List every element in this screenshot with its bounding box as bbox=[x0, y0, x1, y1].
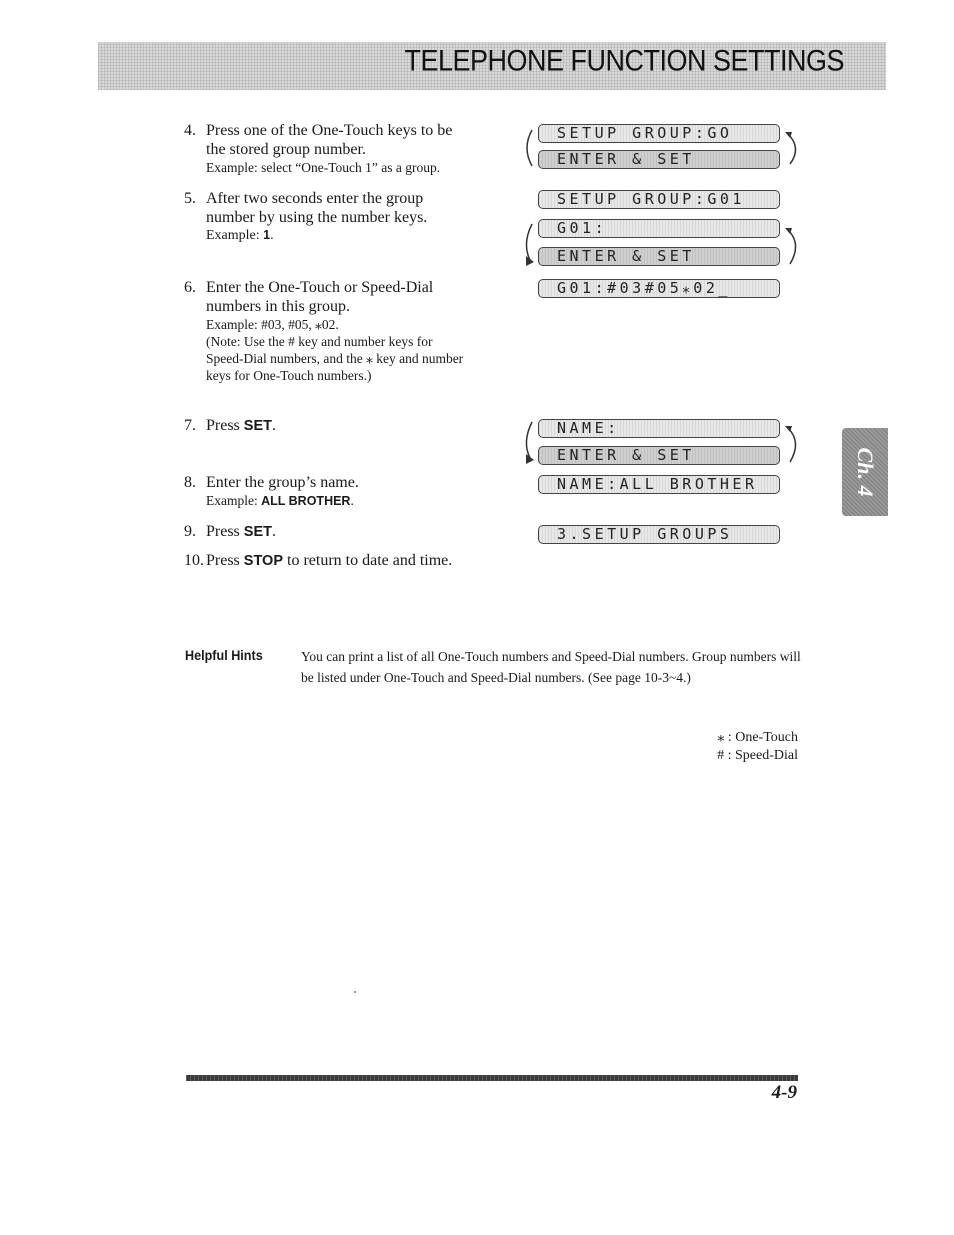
cycle-arrow-right-icon bbox=[784, 420, 806, 466]
page-number: 4-9 bbox=[771, 1082, 797, 1103]
example-value: 1 bbox=[263, 228, 271, 242]
chapter-tab bbox=[842, 428, 888, 516]
lcd-display: SETUP GROUP:GO bbox=[538, 124, 780, 143]
set-key-label: SET bbox=[243, 524, 272, 540]
lcd-display: ENTER & SET bbox=[538, 150, 780, 169]
step-example: Example: #03, #05, ⁎02. bbox=[206, 317, 339, 332]
step-9 bbox=[184, 522, 466, 542]
cycle-arrow-right-icon bbox=[784, 222, 806, 268]
step-example: Example: ALL BROTHER. bbox=[206, 493, 354, 508]
cycle-arrow-left-icon bbox=[518, 128, 536, 168]
step-10 bbox=[184, 551, 466, 571]
step-text: After two seconds enter the group number by using the number keys. bbox=[206, 190, 428, 226]
lcd-display: SETUP GROUP:G01 bbox=[538, 190, 780, 209]
lcd-display: G01: bbox=[538, 219, 780, 238]
step-text: Press one of the One-Touch keys to be the stored group number. bbox=[206, 122, 453, 158]
cycle-arrow-left-icon bbox=[518, 222, 536, 268]
step-number: 6. bbox=[184, 279, 196, 296]
helpful-hints-text: You can print a list of all One-Touch numbers and Speed-Dial numbers. Group numbers will be listed under One-Touch and Speed-Dial numbers. (See page 10-3~4.) bbox=[301, 649, 801, 685]
lcd-display: ENTER & SET bbox=[538, 247, 780, 266]
helpful-hints-heading: Helpful Hints bbox=[185, 647, 263, 663]
step-note: (Note: Use the # key and number keys for Speed-Dial numbers, and the ⁎ key and number keys for One-Touch numbers.) bbox=[206, 334, 464, 383]
step-example: Example: 1. bbox=[206, 228, 274, 243]
stop-key-label: STOP bbox=[243, 553, 283, 569]
step-example: Example: select “One-Touch 1” as a group. bbox=[206, 160, 441, 175]
step-8 bbox=[184, 473, 466, 510]
symbol-legend bbox=[717, 729, 798, 765]
chapter-tab-label: Ch. 4 bbox=[853, 447, 878, 497]
step-6 bbox=[184, 278, 466, 384]
step-text: Enter the group’s name. bbox=[206, 474, 359, 491]
step-number: 4. bbox=[184, 122, 196, 139]
cycle-arrow-left-icon bbox=[518, 420, 536, 466]
lcd-display: G01:#03#05⁎02_ bbox=[538, 279, 780, 298]
lcd-display: 3.SETUP GROUPS bbox=[538, 525, 780, 544]
legend-one-touch: ⁎ : One-Touch bbox=[717, 730, 798, 745]
step-5 bbox=[184, 189, 466, 244]
step-number: 5. bbox=[184, 190, 196, 207]
step-number: 7. bbox=[184, 417, 196, 434]
lcd-display: ENTER & SET bbox=[538, 446, 780, 465]
step-text: Press STOP to return to date and time. bbox=[206, 552, 453, 569]
legend-speed-dial: # : Speed-Dial bbox=[717, 748, 798, 763]
step-number: 8. bbox=[184, 474, 196, 491]
scan-speck bbox=[354, 991, 356, 993]
page-title: TELEPHONE FUNCTION SETTINGS bbox=[404, 44, 844, 78]
header-band bbox=[98, 42, 886, 90]
step-text: Enter the One-Touch or Speed-Dial numbers in this group. bbox=[206, 279, 434, 315]
step-number: 10. bbox=[184, 552, 204, 569]
step-4 bbox=[184, 121, 466, 176]
cycle-arrow-right-icon bbox=[784, 128, 806, 168]
step-text: Press SET. bbox=[206, 417, 276, 434]
set-key-label: SET bbox=[243, 418, 272, 434]
example-value: ALL BROTHER bbox=[261, 494, 351, 508]
lcd-display: NAME: bbox=[538, 419, 780, 438]
lcd-display: NAME:ALL BROTHER bbox=[538, 475, 780, 494]
footer-rule bbox=[186, 1075, 798, 1081]
step-number: 9. bbox=[184, 523, 196, 540]
step-text: Press SET. bbox=[206, 523, 276, 540]
step-7 bbox=[184, 416, 466, 436]
